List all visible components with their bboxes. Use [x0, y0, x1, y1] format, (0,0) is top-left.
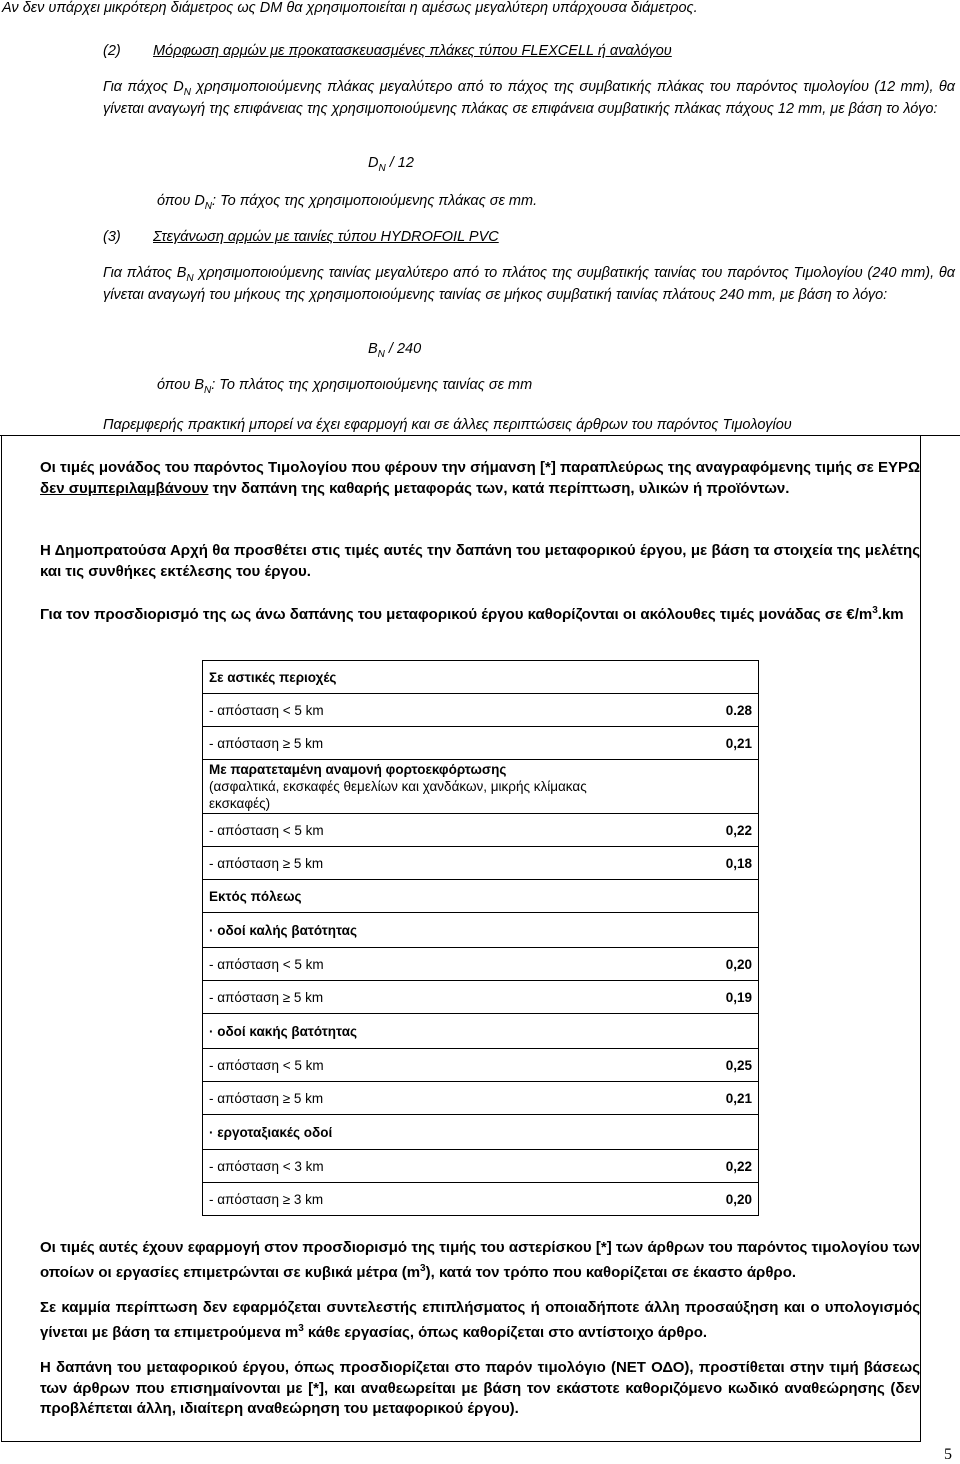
revision-paragraph: Η δαπάνη του μεταφορικού έργου, όπως προσδιορίζεται στο παρόν τιμολόγιο (ΝΕΤ ΟΔΟ), προστίθεται στην τιμή βάσεως των άρθρων που επισημαίνονται με [*], και αναθεωρείται με βάση τον εκάστοτε καθοριζόμενο κωδικό αναθεώρησης (δεν προβλέπεται άλλη, ιδιαίτερη αναθεώρηση του μεταφορικού έργου). — [40, 1359, 920, 1417]
rate-label: - απόσταση < 3 km — [203, 1150, 629, 1183]
rate-value: 0.28 — [629, 694, 759, 727]
transport-cost-paragraph-2: Η Δημοπρατούσα Αρχή θα προσθέτει στις τιμές αυτές την δαπάνη του μεταφορικού έργου, με βάση τα στοιχεία της μελέτης και τις συνθήκες εκτέλεσης του έργου. — [40, 542, 920, 580]
intro-line: Αν δεν υπάρχει μικρότερη διάμετρος ως DM θα χρησιμοποιείται η αμέσως μεγαλύτερη υπάρχουσα διάμετρος. — [2, 0, 698, 16]
rate-value: 0,19 — [629, 981, 759, 1014]
ratio-bn: $B_N / 240$ — [368, 341, 422, 360]
page-number: 5 — [944, 1446, 952, 1463]
rate-label: - απόσταση < 5 km — [203, 948, 629, 981]
rate-label: - απόσταση ≥ 5 km — [203, 981, 629, 1014]
rate-value: 0,20 — [629, 1183, 759, 1216]
no-bulking-paragraph: Σε καμμία περίπτωση δεν εφαρμόζεται συντελεστής επιπλήσματος ή οποιαδήποτε άλλη προσαύξηση και ο υπολογισμός γίνεται με βάση τα επιμετρούμενα $m^3$ κάθε εργασίας, όπως καθορίζεται στο αντίστοιχο άρθρο. — [40, 1299, 920, 1341]
rate-value: 0,21 — [629, 727, 759, 760]
rate-value: 0,20 — [629, 948, 759, 981]
table-row — [203, 760, 759, 814]
waiting-header: Με παρατεταμένη αναμονή φορτοεκφόρτωσης (ασφαλτικά, εκσκαφές θεμελίων και χανδάκων, μικρής κλίμακας εκσκαφές) — [203, 760, 759, 814]
table-row — [203, 727, 759, 760]
item-2-paragraph: Για πάχος $D_N$ χρησιμοποιούμενης πλάκας μεγαλύτερο από το πάχος της συμβατικής πλάκας του παρόντος τιμολογίου (12 mm), θα γίνεται αναγωγή της επιφάνειας της χρησιμοποιούμενης πλάκας σε επιφάνεια συμβατικής πλάκας πάχους 12 mm, με βάση το λόγο: — [103, 79, 955, 117]
good-roads-header: · οδοί καλής βατότητας — [203, 913, 759, 948]
rate-value: 0,22 — [629, 814, 759, 847]
table-row — [203, 1049, 759, 1082]
item-3-paragraph: Για πλάτος $B_N$ χρησιμοποιούμενης ταινίας μεγαλύτερο από το πλάτος της συμβατικής ταινίας του παρόντος Τιμολογίου (240 mm), θα γίνεται αναγωγή του μήκους της χρησιμοποιούμενης ταινίας σε μήκος συμβατική ταινίας πλάτους 240 mm, με βάση το λόγο: — [103, 265, 956, 303]
item-3-title: Στεγάνωση αρμών με ταινίες τύπου HYDROFOIL PVC — [153, 229, 499, 245]
table-row — [203, 1115, 759, 1150]
table-row — [203, 847, 759, 880]
table-row — [203, 1014, 759, 1049]
box-top-rule — [0, 435, 960, 436]
table-row — [203, 814, 759, 847]
transport-cost-paragraph-1: Οι τιμές μονάδος του παρόντος Τιμολογίου που φέρουν την σήμανση [*] παραπλεύρως της αναγραφόμενης τιμής σε ΕΥΡΩ δεν συμπεριλαμβάνουν την δαπάνη της καθαρής μεταφοράς των, κατά περίπτωση, υλικών ή προϊόντων. — [40, 459, 920, 497]
bad-roads-header: · οδοί κακής βατότητας — [203, 1014, 759, 1049]
similar-practice-note: Παρεμφερής πρακτική μπορεί να έχει εφαρμογή και σε άλλες περιπτώσεις άρθρων του παρόντος Τιμολογίου — [103, 417, 792, 433]
box-left-rule — [1, 435, 2, 1441]
rate-label: - απόσταση < 5 km — [203, 814, 629, 847]
rate-value: 0,22 — [629, 1150, 759, 1183]
item-2-number: (2) — [103, 43, 121, 59]
where-dn: όπου $D_N$: Το πάχος της χρησιμοποιούμενης πλάκας σε mm. — [157, 193, 538, 212]
rate-value: 0,21 — [629, 1082, 759, 1115]
rate-value: 0,25 — [629, 1049, 759, 1082]
table-row — [203, 1183, 759, 1216]
ratio-dn: $D_N / 12$ — [368, 155, 414, 174]
site-roads-header: · εργοταξιακές οδοί — [203, 1115, 759, 1150]
rate-label: - απόσταση ≥ 5 km — [203, 847, 629, 880]
item-2-title: Μόρφωση αρμών με προκατασκευασμένες πλάκες τύπου FLEXCELL ή αναλόγου — [153, 43, 672, 59]
table-row — [203, 981, 759, 1014]
table-row — [203, 880, 759, 913]
rate-label: - απόσταση < 5 km — [203, 694, 629, 727]
rate-label: - απόσταση ≥ 5 km — [203, 1082, 629, 1115]
box-right-rule — [920, 435, 921, 1441]
rate-value: 0,18 — [629, 847, 759, 880]
table-row — [203, 694, 759, 727]
transport-rates-table — [202, 660, 759, 1216]
table-row — [203, 661, 759, 694]
item-3-number: (3) — [103, 229, 121, 245]
table-row — [203, 1150, 759, 1183]
asterisk-application-paragraph: Οι τιμές αυτές έχουν εφαρμογή στον προσδιορισμό της τιμής του αστερίσκου [*] των άρθρων του παρόντος τιμολογίου των οποίων οι εργασίες επιμετρώνται σε κυβικά μέτρα $(m^3)$, κατά τον τρόπο που καθορίζεται σε έκαστο άρθρο. — [40, 1239, 920, 1281]
rate-label: - απόσταση ≥ 3 km — [203, 1183, 629, 1216]
rate-label: - απόσταση ≥ 5 km — [203, 727, 629, 760]
outside-city-header: Εκτός πόλεως — [203, 880, 759, 913]
transport-cost-paragraph-3: Για τον προσδιορισμό της ως άνω δαπάνης του μεταφορικού έργου καθορίζονται οι ακόλουθες τιμές μονάδας σε $€/m^3.km$ — [40, 605, 904, 623]
table-row — [203, 1082, 759, 1115]
urban-header: Σε αστικές περιοχές — [203, 661, 759, 694]
rate-label: - απόσταση < 5 km — [203, 1049, 629, 1082]
table-row — [203, 948, 759, 981]
table-row — [203, 913, 759, 948]
where-bn: όπου $B_N$: Το πλάτος της χρησιμοποιούμενης ταινίας σε mm — [157, 377, 533, 396]
box-bottom-rule — [1, 1441, 921, 1442]
